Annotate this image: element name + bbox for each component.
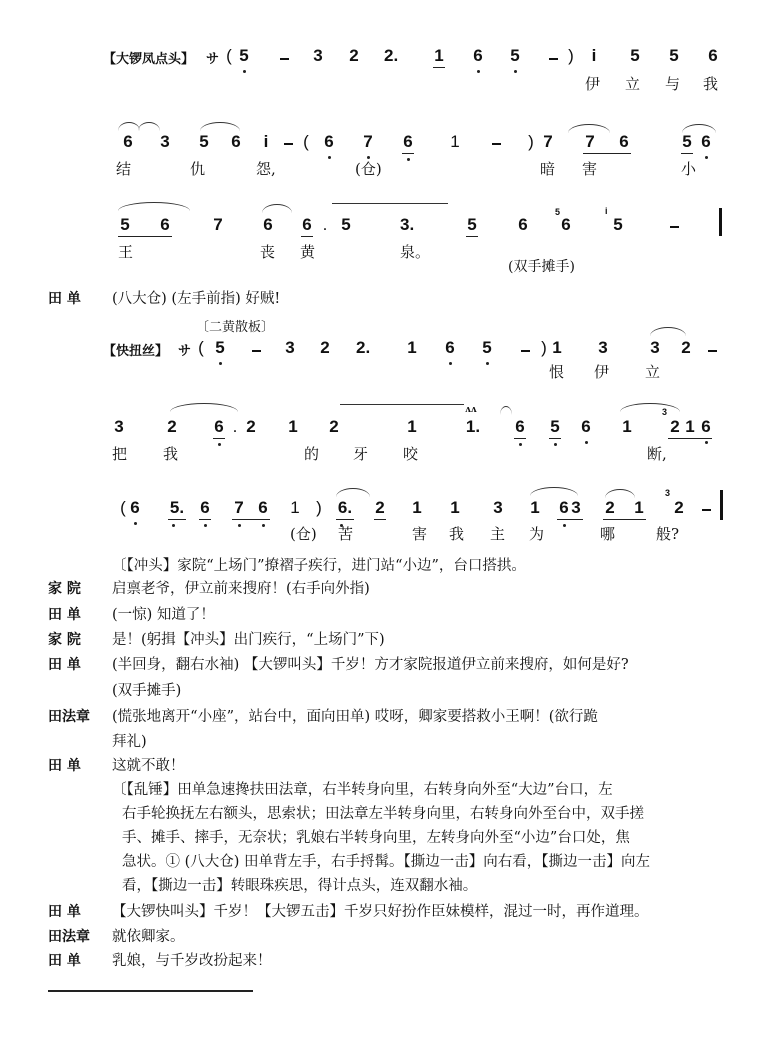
note: 1: [290, 498, 300, 517]
lyric: 立: [645, 363, 661, 381]
lyric: 怨,: [256, 160, 276, 178]
lyric: 哪: [600, 525, 616, 543]
barline: [719, 208, 722, 236]
note: (: [120, 498, 126, 517]
lyric: 伊: [585, 75, 601, 93]
note: 1: [450, 132, 460, 151]
note: 1: [634, 498, 644, 517]
grace-note: 3: [665, 488, 671, 498]
note: 2: [670, 417, 680, 436]
note: 2: [681, 338, 691, 357]
stage-direction: (双手摊手): [508, 259, 575, 275]
note: 6.: [335, 498, 355, 518]
dialogue-line: 就依卿家。: [112, 929, 185, 945]
speaker-label: 田 单: [48, 904, 81, 920]
note: 6: [160, 215, 170, 234]
dialogue-line: 这就不敢！: [112, 758, 185, 774]
note: ): [316, 498, 322, 517]
speaker-label: 田 单: [48, 657, 81, 673]
gong-pattern-tag: 【大锣凤点头】: [103, 52, 195, 67]
slur: [118, 202, 190, 211]
lyric: 黄: [300, 243, 316, 261]
note: 6: [443, 338, 457, 358]
dash: [492, 143, 501, 145]
note: 1: [412, 498, 422, 517]
lyric: 般?: [656, 525, 680, 543]
dialogue-line: 是！(躬揖【冲头】出门疾行，“上场门”下): [112, 632, 385, 648]
note: 6: [513, 417, 527, 437]
beam: [668, 438, 712, 439]
note: 5: [213, 338, 227, 358]
note: 6: [198, 498, 212, 518]
note: 1: [432, 46, 446, 66]
lyric: 我: [703, 75, 719, 93]
slur: [200, 122, 240, 131]
note: 6: [699, 417, 713, 437]
note: 6: [471, 46, 485, 66]
note: 5: [120, 215, 130, 234]
speaker-label: 田 单: [48, 758, 81, 774]
note: 6: [123, 132, 133, 151]
stage-direction: 〔【冲头】家院“上场门”撩褶子疾行，进门站“小边”，台口搭拱。: [112, 558, 526, 574]
slur: [138, 122, 160, 131]
gong-pattern-tag: 【快扭丝】: [103, 344, 169, 359]
note: (: [198, 338, 204, 357]
stage-direction-cont: 手、摊手、摔手，无奈状；乳娘右半转身向里，左转身向外至“小边”台口处，焦: [122, 830, 630, 846]
lyric: 害: [582, 160, 598, 178]
lyric: 伊: [594, 363, 610, 381]
note: 3: [650, 338, 660, 357]
note: 6: [300, 215, 314, 235]
note: 2.: [384, 46, 399, 65]
beam: [557, 519, 583, 520]
lyric: 的: [304, 445, 320, 463]
dialogue-line-cont: 拜礼): [112, 734, 147, 750]
slur: [620, 403, 680, 412]
stage-direction: 〔【乱锤】田单急速搀扶田法章，右半转身向里，右转身向外至“大边”台口，左: [112, 782, 613, 798]
note: 6: [557, 498, 571, 518]
lyric: (仓): [290, 525, 317, 543]
lyric: 泉。: [400, 243, 431, 261]
dash: [284, 143, 293, 145]
lyric: 苦: [338, 525, 354, 543]
note: 1: [530, 498, 540, 517]
dialogue-line: 乳娘，与千岁改扮起来！: [112, 953, 272, 969]
note: .: [322, 215, 328, 234]
lyric: 咬: [403, 445, 419, 463]
slur: [170, 403, 238, 412]
note: 6: [256, 498, 270, 518]
note: 2: [329, 417, 339, 436]
lyric: 断,: [647, 445, 667, 463]
dialogue-line-cont: (双手摊手): [112, 683, 182, 699]
stage-direction-cont: 看，【撕边一击】转眼珠疾思，得计点头，连双翻水袖。: [122, 878, 478, 894]
slur: [650, 327, 686, 336]
dash: [708, 350, 717, 352]
lyric: 小: [681, 160, 697, 178]
dash: [670, 226, 679, 228]
note: 6: [518, 215, 528, 234]
lyric: 立: [625, 75, 641, 93]
note: 1: [622, 417, 632, 436]
note: 6: [619, 132, 629, 151]
note: 5: [680, 132, 694, 152]
beam: [603, 519, 646, 520]
note: i: [263, 132, 269, 151]
slur: [332, 203, 448, 204]
note: 3.: [400, 215, 415, 234]
speaker-label: 田 单: [48, 607, 81, 623]
note: 6: [322, 132, 336, 152]
slur: [500, 406, 512, 415]
grace-note: 3: [662, 407, 668, 417]
lyric: (仓): [355, 160, 382, 178]
lyric: 暗: [540, 160, 556, 178]
note: 6: [699, 132, 713, 152]
footnote-rule: [48, 990, 253, 992]
note: (: [303, 132, 309, 151]
note: 5: [630, 46, 640, 65]
note: 5: [199, 132, 209, 151]
note: 6: [231, 132, 241, 151]
note: 1: [407, 417, 417, 436]
note: ): [541, 338, 547, 357]
note: 3: [571, 498, 581, 517]
note: 3: [114, 417, 124, 436]
lyric: 我: [449, 525, 465, 543]
slur: [340, 404, 464, 405]
lyric: 我: [163, 445, 179, 463]
note: 6: [579, 417, 593, 437]
note: 5: [341, 215, 351, 234]
note: 2: [246, 417, 256, 436]
note: 5: [237, 46, 251, 66]
note: 7: [543, 132, 553, 151]
note: 2: [167, 417, 177, 436]
note: 3: [160, 132, 170, 151]
dash: [702, 509, 711, 511]
dialogue-line: (一惊) 知道了！: [112, 607, 215, 623]
lyric: 害: [412, 525, 428, 543]
beam: [232, 519, 270, 520]
note: 3: [313, 46, 323, 65]
lyric: 恨: [549, 363, 565, 381]
dialogue-line: (慌张地离开“小座”，站台中，面向田单) 哎呀，卿家要搭救小王啊！(欲行跪: [112, 709, 598, 725]
note: 6: [212, 417, 226, 437]
lyric: 与: [665, 75, 681, 93]
speaker-label: 田法章: [48, 709, 90, 725]
note: 2: [349, 46, 359, 65]
dialogue-line: (八大仓) (左手前指) 好贼!: [112, 291, 281, 307]
note: .: [232, 417, 238, 436]
note: 7: [213, 215, 223, 234]
note: 7: [361, 132, 375, 152]
note: 6: [401, 132, 415, 152]
lyric: 牙: [353, 445, 369, 463]
grace-note: 5: [555, 207, 561, 217]
lyric: 主: [490, 525, 506, 543]
note: 6: [128, 498, 142, 518]
note: 5: [548, 417, 562, 437]
note: 7: [585, 132, 595, 151]
note: 1: [450, 498, 460, 517]
lyric: 结: [116, 160, 132, 178]
note: 5: [508, 46, 522, 66]
stage-direction-cont: 急状。① (八大仓) 田单背左手，右手捋髯。【撕边一击】向右看，【撕边一击】向左: [122, 854, 651, 870]
note: 7: [232, 498, 246, 518]
dash: [521, 350, 530, 352]
trill-icon: ʌʌ: [465, 405, 477, 415]
dialogue-line: 【大锣快叫头】千岁！【大锣五击】千岁只好扮作臣妹模样，混过一时，再作道理。: [112, 904, 649, 920]
speaker-label: 家 院: [48, 632, 81, 648]
note: 2: [674, 498, 684, 517]
note: 2: [605, 498, 615, 517]
slur: [336, 488, 370, 497]
note: 1: [288, 417, 298, 436]
dash: [252, 350, 261, 352]
note: 1.: [465, 417, 481, 436]
note: i: [591, 46, 597, 65]
free-meter-sign: サ: [178, 344, 192, 359]
note: 3: [285, 338, 295, 357]
lyric: 丧: [260, 243, 276, 261]
note: 5: [465, 215, 479, 235]
slur: [530, 487, 578, 496]
speaker-label: 田法章: [48, 929, 90, 945]
grace-note: i: [605, 206, 608, 216]
slur: [118, 122, 140, 131]
free-meter-sign: サ: [206, 52, 220, 67]
note: 5: [480, 338, 494, 358]
note: ): [528, 132, 534, 151]
note: 6: [263, 215, 273, 234]
stage-direction-cont: 右手轮换抚左右额头，思索状；田法章左半转身向里，右转身向外至台中，双手搓: [122, 806, 644, 822]
note: (: [226, 46, 232, 65]
note: 1: [407, 338, 417, 357]
speaker-label: 家 院: [48, 581, 81, 597]
dash: [549, 58, 558, 60]
note: 3: [598, 338, 608, 357]
note: 1: [685, 417, 695, 436]
speaker-label: 田 单: [48, 291, 81, 307]
barline: [720, 490, 723, 520]
note: 2: [320, 338, 330, 357]
note: 5: [613, 215, 623, 234]
section-label: 〔二黄散板〕: [196, 320, 275, 335]
lyric: 为: [529, 525, 545, 543]
lyric: 把: [112, 445, 128, 463]
note: 3: [493, 498, 503, 517]
beam: [118, 236, 172, 237]
note: 5.: [167, 498, 187, 518]
dialogue-line: 启禀老爷，伊立前来搜府！(右手向外指): [112, 581, 370, 597]
dialogue-line: (半回身，翻右水袖) 【大锣叫头】千岁！方才家院报道伊立前来搜府，如何是好?: [112, 657, 629, 673]
note: 6: [708, 46, 718, 65]
note: 2.: [356, 338, 371, 357]
note: 6: [561, 215, 571, 234]
slur: [262, 204, 292, 213]
lyric: 王: [118, 243, 134, 261]
note: 5: [669, 46, 679, 65]
beam: [583, 153, 631, 154]
slur: [605, 489, 635, 498]
note: 2: [373, 498, 387, 518]
speaker-label: 田 单: [48, 953, 81, 969]
lyric: 仇: [190, 160, 206, 178]
note: 1: [552, 338, 562, 357]
dash: [280, 58, 289, 60]
note: ): [568, 46, 574, 65]
